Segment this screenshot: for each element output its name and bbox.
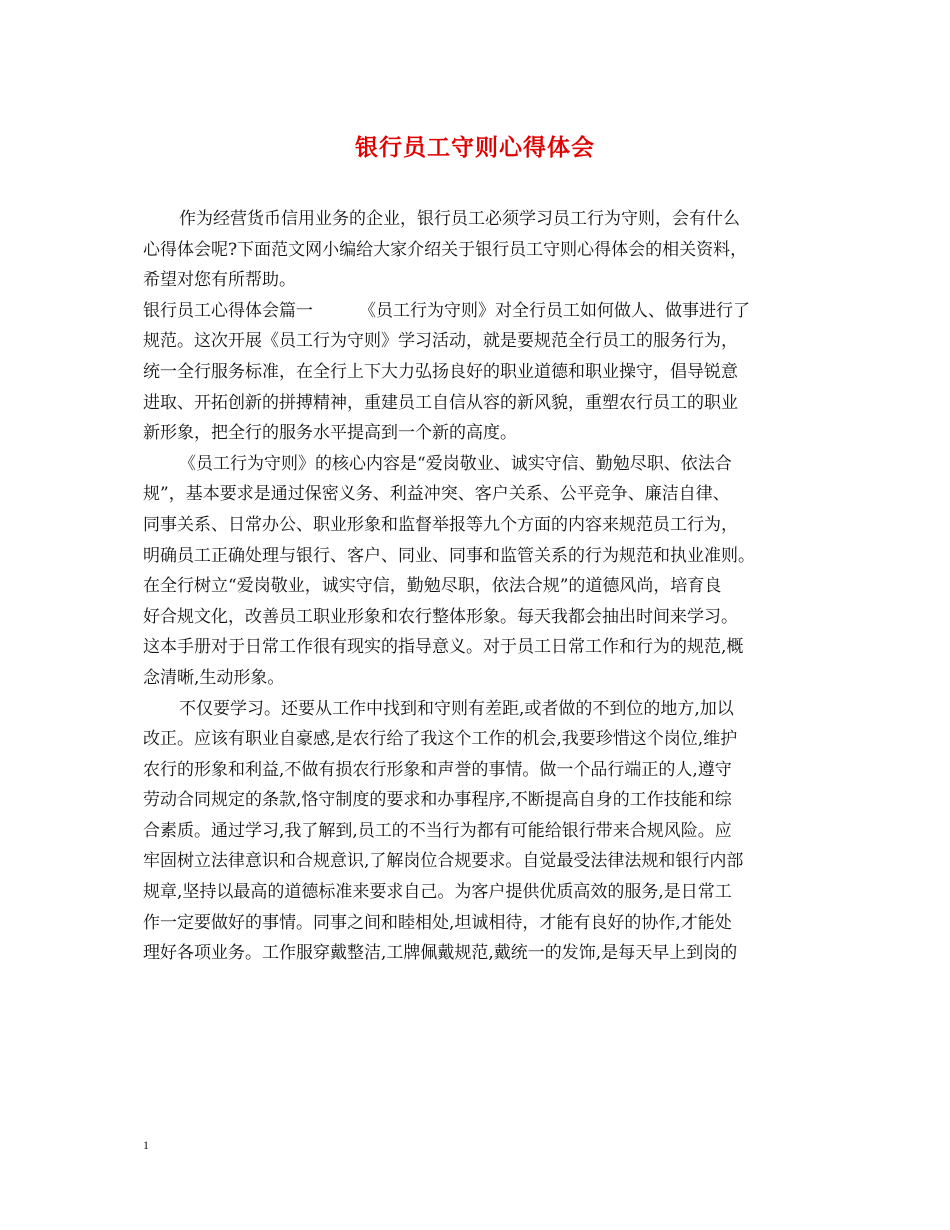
text-line: 《员工行为守则》对全行员工如何做人、做事进行了 — [359, 300, 750, 321]
page-number: 1 — [143, 1138, 149, 1152]
text-line: 农行的形象和利益,不做有损农行形象和声誉的事情。做一个品行端正的人,遵守 — [143, 759, 732, 780]
text-line: 理好各项业务。工作服穿戴整洁,工牌佩戴规范,戴统一的发饰,是每天早上到岗的 — [143, 943, 738, 964]
text-line: 规”，基本要求是通过保密义务、利益冲突、客户关系、公平竞争、廉洁自律、 — [143, 484, 730, 505]
text-line: 同事关系、日常办公、职业形象和监督举报等九个方面的内容来规范员工行为， — [143, 514, 738, 535]
document-body — [143, 204, 815, 969]
text-line: 进取、开拓创新的拼搏精神，重建员工自信从容的新风貌，重塑农行员工的职业 — [143, 392, 738, 413]
text-line: 统一全行服务标准，在全行上下大力弘扬良好的职业道德和职业操守，倡导锐意 — [143, 361, 738, 382]
section-line — [143, 296, 815, 327]
text-line: 规范。这次开展《员工行为守则》学习活动，就是要规范全行员工的服务行为， — [143, 331, 738, 352]
text-line: 作为经营货币信用业务的企业，银行员工必须学习员工行为守则，会有什么 — [179, 209, 740, 229]
text-line: 《员工行为守则》的核心内容是“爱岗敬业、诚实守信、勤勉尽职、依法合 — [179, 453, 732, 474]
text-line: 心得体会呢?下面范文网小编给大家介绍关于银行员工守则心得体会的相关资料， — [143, 239, 748, 260]
text-line: 合素质。通过学习,我了解到,员工的不当行为都有可能给银行带来合规风险。应 — [143, 820, 732, 841]
text-line: 不仅要学习。还要从工作中找到和守则有差距,或者做的不到位的地方,加以 — [179, 698, 734, 719]
text-line: 念清晰,生动形象。 — [143, 667, 285, 688]
text-line: 好合规文化，改善员工职业形象和农行整体形象。每天我都会抽出时间来学习。 — [143, 606, 738, 627]
text-line: 新形象，把全行的服务水平提高到一个新的高度。 — [143, 423, 517, 444]
section-heading: 银行员工心得体会篇一 — [143, 300, 313, 321]
text-line: 改正。应该有职业自豪感,是农行给了我这个工作的机会,我要珍惜这个岗位,维护 — [143, 729, 738, 750]
text-line: 希望对您有所帮助。 — [143, 270, 296, 291]
text-line: 明确员工正确处理与银行、客户、同业、同事和监管关系的行为规范和执业准则。 — [143, 545, 755, 566]
text-line: 作一定要做好的事情。同事之间和睦相处,坦诚相待，才能有良好的协作,才能处 — [143, 912, 732, 933]
document-title: 银行员工守则心得体会 — [355, 134, 595, 161]
text-line: 在全行树立“爱岗敬业，诚实守信，勤勉尽职，依法合规”的道德风尚，培育良 — [143, 576, 722, 597]
text-line: 牢固树立法律意识和合规意识,了解岗位合规要求。自觉最受法律法规和银行内部 — [143, 851, 744, 872]
text-line: 劳动合同规定的条款,恪守制度的要求和办事程序,不断提高自身的工作技能和综 — [143, 790, 732, 811]
text-line: 规章,坚持以最高的道德标准来要求自己。为客户提供优质高效的服务,是日常工 — [143, 882, 732, 903]
text-line: 这本手册对于日常工作很有现实的指导意义。对于员工日常工作和行为的规范,概 — [143, 637, 744, 658]
